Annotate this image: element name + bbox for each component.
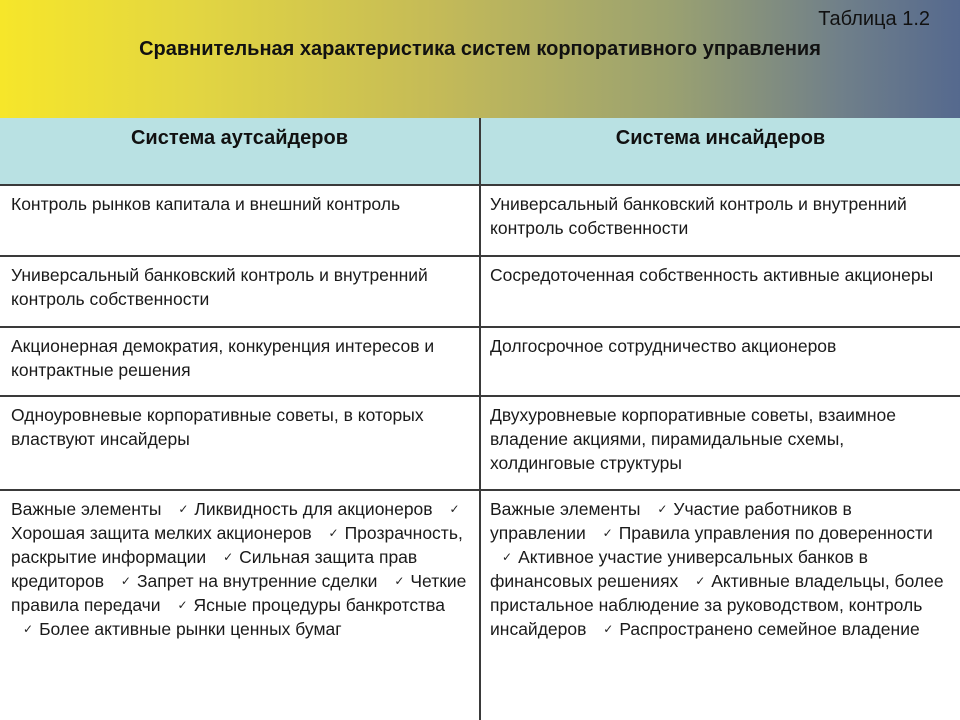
key-elements-insiders [490,497,948,641]
key-elements-outsiders [11,497,471,641]
key-element: Активное участие универсальных банков в финансовых решениях [490,547,868,591]
check-icon: ✓ [120,574,131,588]
column-divider [479,118,481,720]
table-cell-insiders: Двухуровневые корпоративные советы, взаимное владение акциями, пирамидальные схемы, холдинговые структуры [490,405,897,473]
table-cell-outsiders: Контроль рынков капитала и внешний контроль [11,194,401,214]
key-element: Ликвидность для акционеров [194,499,433,519]
key-element: Участие работников в управлении [490,499,852,543]
check-icon: ✓ [177,598,188,612]
key-element: Четкие правила передачи [11,571,467,615]
check-icon: ✓ [449,502,460,516]
check-icon: ✓ [602,526,613,540]
check-icon: ✓ [223,550,234,564]
column-header-outsiders: Система аутсайдеров [130,127,349,149]
check-icon: ✓ [603,622,614,636]
column-header-insiders: Система инсайдеров [615,127,826,149]
key-element: Распространено семейное владение [619,619,920,639]
key-element: Правила управления по доверенности [618,523,933,543]
key-element: Более активные рынки ценных бумаг [39,619,342,639]
check-icon: ✓ [695,574,706,588]
comparison-table [0,118,960,720]
table-cell-outsiders: Одноуровневые корпоративные советы, в которых властвуют инсайдеры [11,405,424,449]
table-cell-outsiders: Универсальный банковский контроль и внутренний контроль собственности [11,265,428,309]
table-cell-insiders: Универсальный банковский контроль и внутренний контроль собственности [490,194,907,238]
key-elements-lead: Важные элементы [11,499,162,519]
table-cell-insiders: Сосредоточенная собственность активные акционеры [490,265,934,285]
page-title: Сравнительная характеристика систем корпоративного управления [139,38,821,60]
key-element: Сильная защита прав кредиторов [11,547,418,591]
check-icon: ✓ [178,502,189,516]
key-elements-lead: Важные элементы [490,499,641,519]
check-icon: ✓ [502,550,513,564]
key-element: Активные владельцы, более пристальное наблюдение за руководством, контроль инсайдеров [490,571,944,639]
title-banner [0,0,960,118]
key-element: Запрет на внутренние сделки [136,571,378,591]
key-element: Прозрачность, раскрытие информации [11,523,463,567]
key-element: Ясные процедуры банкротства [193,595,445,615]
table-number: Таблица 1.2 [818,8,930,30]
check-icon: ✓ [328,526,339,540]
check-icon: ✓ [394,574,405,588]
table-cell-outsiders: Акционерная демократия, конкуренция интересов и контрактные решения [11,336,435,380]
key-element: Хорошая защита мелких акционеров [11,523,312,543]
check-icon: ✓ [657,502,668,516]
check-icon: ✓ [23,622,34,636]
table-cell-insiders: Долгосрочное сотрудничество акционеров [490,336,837,356]
